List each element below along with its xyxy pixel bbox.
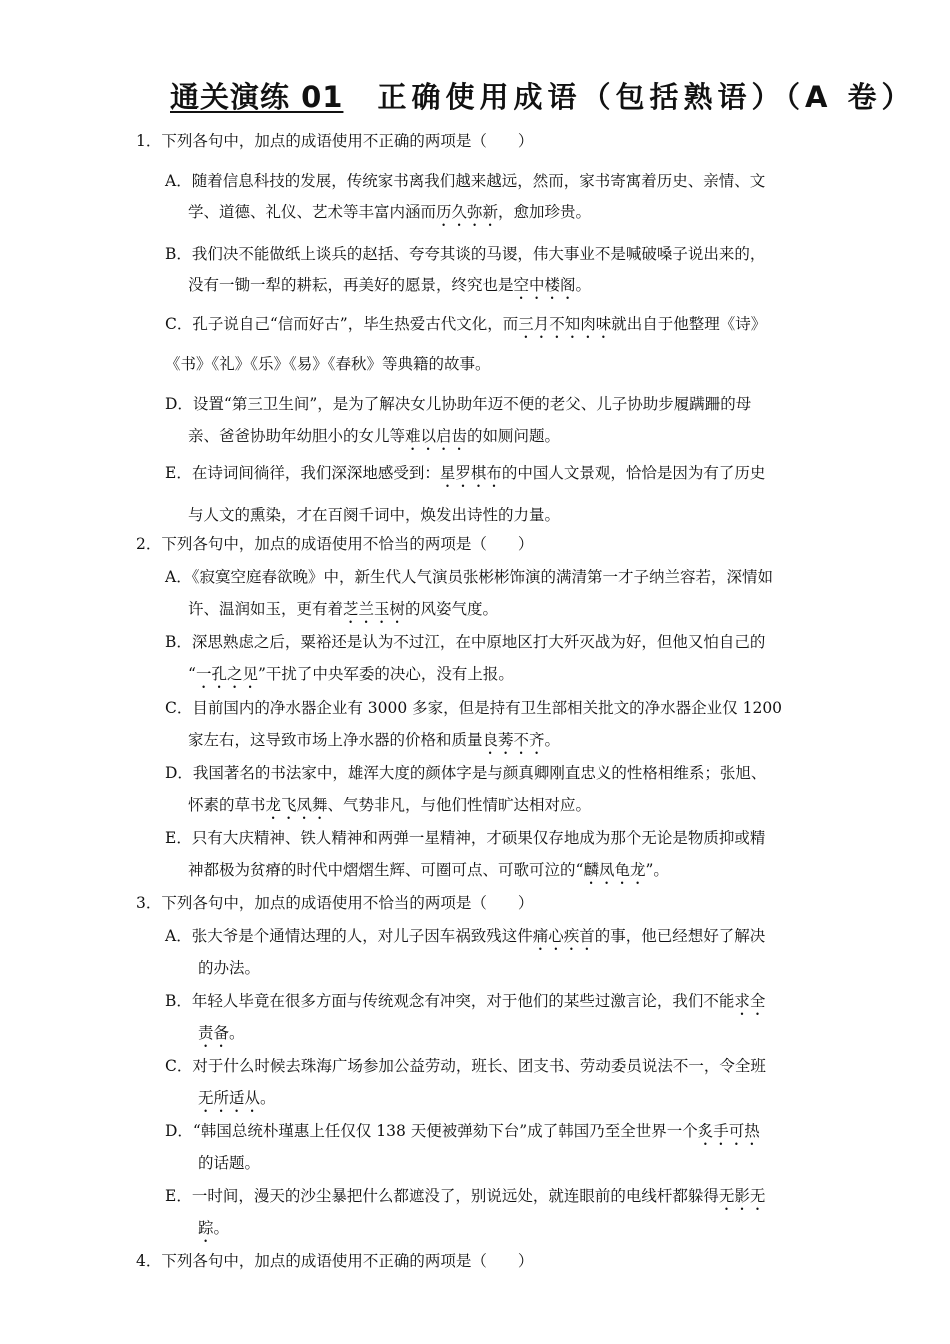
text: 许、温润如玉，更有着 [188,600,344,618]
title-lesson: 通关演练 01 [170,80,344,114]
dotted-idiom: 麟凤龟龙 [583,861,646,879]
question-4-stem: 4．下列各句中，加点的成语使用不正确的两项是（ ） [136,1252,534,1270]
dotted-idiom: 良莠不齐 [482,731,545,749]
question-1-stem: 1．下列各句中，加点的成语使用不正确的两项是（ ） [136,132,534,150]
text: 。 [575,276,592,294]
dotted-idiom: 龙飞凤舞 [265,796,328,814]
q2-option-c: C．目前国内的净水器企业有 3000 多家，但是持有卫生部相关批文的净水器企业仅 1200 [165,699,783,717]
dotted-idiom: 无所适从 [198,1089,261,1107]
q2-option-e-cont [188,860,669,882]
text: D．“韩国总统朴瑾惠上任仅仅 138 天便被弹劾下台”成了韩国乃至全世界一个 [165,1122,698,1140]
q1-option-c [165,314,766,336]
text: A．张大爷是个通情达理的人，对儿子因车祸致残这件 [165,927,533,945]
q2-option-c-cont [188,730,560,752]
text: 神都极为贫瘠的时代中熠熠生辉、可圈可点、可歌可泣的“ [188,861,584,879]
q3-option-c: C．对于什么时候去珠海广场参加公益劳动，班长、团支书、劳动委员说法不一，令全班 [165,1057,766,1075]
q2-option-d: D．我国著名的书法家中，雄浑大度的颜体字是与颜真卿刚直忠义的性格相维系；张旭、 [165,764,767,782]
q3-option-a-cont: 的办法。 [198,959,261,977]
q2-option-a: A．《寂寞空庭春欲晚》中，新生代人气演员张彬彬饰演的满清第一才子纳兰容若，深情如 [165,568,773,586]
q1-option-a-cont [188,202,591,224]
text: B．年轻人毕竟在很多方面与传统观念有冲突，对于他们的某些过激言论，我们不能 [165,992,735,1010]
dotted-idiom: 责备 [198,1024,230,1042]
q2-option-b: B．深思熟虑之后，粟裕还是认为不过江，在中原地区打大歼灭战为好，但他又怕自己的 [165,633,766,651]
dotted-idiom: 一孔之见 [195,665,258,683]
dotted-idiom: 星罗棋布 [439,464,502,482]
dotted-idiom: 踪 [198,1219,214,1237]
q1-option-d: D．设置“第三卫生间”，是为了解决女儿协助年迈不便的老父、儿子协助步履蹒跚的母 [165,395,752,413]
q1-option-b: B．我们决不能做纸上谈兵的赵括、夸夸其谈的马谡，伟大事业不是喊破嗓子说出来的， [165,245,766,263]
question-3-stem: 3．下列各句中，加点的成语使用不恰当的两项是（ ） [136,894,534,912]
question-2-stem: 2．下列各句中，加点的成语使用不恰当的两项是（ ） [136,535,534,553]
text: ”干扰了中央军委的决心，没有上报。 [257,665,514,683]
q3-option-e [165,1186,765,1208]
dotted-idiom: 空中楼阁 [513,276,576,294]
text: 、气势非凡，与他们性情旷达相对应。 [327,796,592,814]
text: E．在诗词间徜徉，我们深深地感受到： [165,464,440,482]
q3-option-a [165,926,765,948]
text: 学、道德、礼仪、艺术等丰富内涵而 [188,203,437,221]
q3-option-b [165,991,765,1013]
q3-option-b-cont [198,1023,245,1045]
q3-option-d-cont: 的话题。 [198,1154,261,1172]
text: 的如厕问题。 [467,427,561,445]
text: 没有一锄一犁的耕耘，再美好的愿景，终究也是 [188,276,514,294]
text: C．孔子说自己“信而好古”，毕生热爱古代文化，而 [165,315,519,333]
text: 。 [260,1089,276,1107]
text: 家左右，这导致市场上净水器的价格和质量 [188,731,483,749]
text: “ [188,665,196,683]
q1-option-e [165,463,765,485]
dotted-idiom: 无影无 [718,1187,766,1205]
text: 。 [229,1024,245,1042]
dotted-idiom: 求全 [734,992,766,1010]
title-topic: 正确使用成语（包括熟语）（A 卷） [377,80,916,114]
q1-option-b-cont [188,275,591,297]
q1-option-e-cont: 与人文的熏染，才在百阕千词中，焕发出诗性的力量。 [188,506,561,524]
page-title [170,76,916,118]
text: E．一时间，漫天的沙尘暴把什么都遮没了，别说远处，就连眼前的电线杆都躲得 [165,1187,719,1205]
q2-option-a-cont [188,599,498,621]
dotted-idiom: 难以启齿 [405,427,468,445]
q2-option-d-cont [188,795,591,817]
text: 怀素的草书 [188,796,266,814]
dotted-idiom: 历久弥新 [436,203,499,221]
dotted-idiom: 痛心疾首 [532,927,595,945]
text: 亲、爸爸协助年幼胆小的女儿等 [188,427,406,445]
text: ”。 [645,861,669,879]
q2-option-b-cont [188,664,514,686]
q2-option-e: E．只有大庆精神、铁人精神和两弹一星精神，才硕果仅存地成为那个无论是物质抑或精 [165,829,766,847]
dotted-idiom: 芝兰玉树 [343,600,406,618]
text: 。 [213,1219,230,1237]
q1-option-d-cont [188,426,560,448]
text: 的中国人文景观，恰恰是因为有了历史 [501,464,766,482]
q1-option-c-cont: 《书》《礼》《乐》《易》《春秋》等典籍的故事。 [165,355,491,373]
q3-option-c-cont [198,1088,276,1110]
text: 就出自于他整理《诗》 [611,315,767,333]
q3-option-d [165,1121,760,1143]
text: 的事，他已经想好了解决 [594,927,766,945]
q3-option-e-cont [198,1218,229,1240]
text: 的风姿气度。 [405,600,499,618]
dotted-idiom: 炙手可热 [697,1122,760,1140]
text: ，愈加珍贵。 [498,203,592,221]
q1-option-a: A．随着信息科技的发展，传统家书离我们越来越远，然而，家书寄寓着历史、亲情、文 [165,172,766,190]
text: 。 [544,731,561,749]
dotted-idiom: 三月不知肉味 [518,315,612,333]
